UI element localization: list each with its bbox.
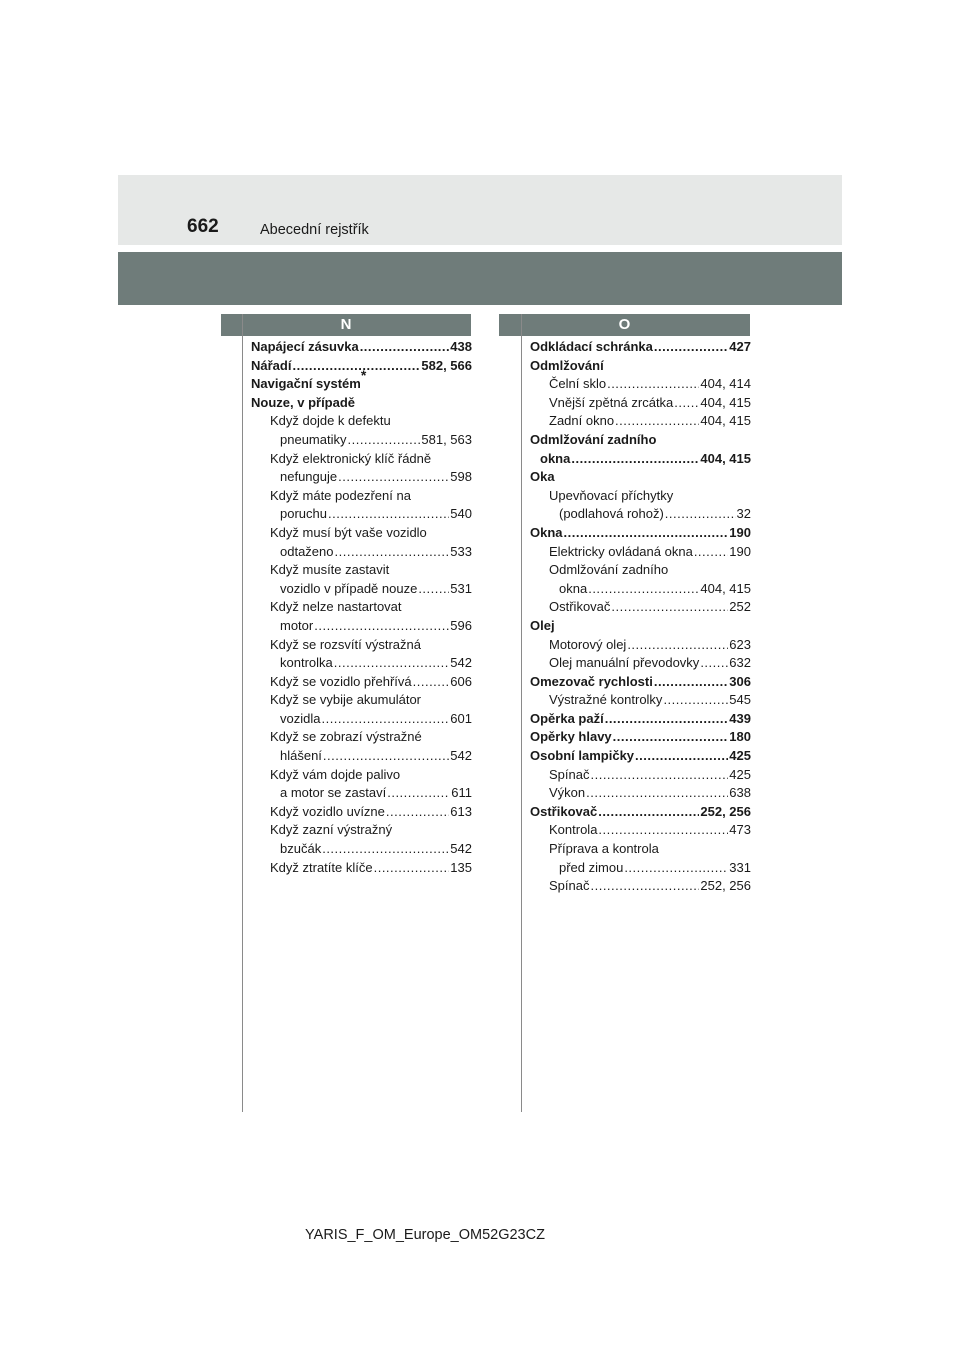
entry-term: Spínač [549,878,590,894]
entry-term: Když máte podezření na [270,487,411,503]
entry-term: Když ztratíte klíče [270,859,373,875]
index-column-o [530,338,751,896]
entry-term: Ostřikovač [530,803,598,819]
index-entry [251,766,472,785]
entry-term: Zadní okno [549,413,615,429]
entry-pages: 425 [729,748,751,764]
index-entry [530,412,751,431]
dot-leader [624,859,728,878]
entry-term: Když musíte zastavit [270,562,390,578]
index-entry [530,338,751,357]
dot-leader [418,580,449,599]
index-entry [530,505,751,524]
entry-term: Čelní sklo [549,376,607,392]
entry-pages: 540 [450,506,472,522]
entry-term: Okna [530,524,563,540]
entry-term: Příprava a kontrola [549,841,659,857]
dot-leader [590,766,728,785]
entry-term: Když se zobrazí výstražné [270,729,422,745]
index-entry [251,636,472,655]
index-entry [251,617,472,636]
entry-pages: 542 [450,748,472,764]
index-entry [530,543,751,562]
entry-term: před zimou [559,859,624,875]
index-entry [251,524,472,543]
index-entry [530,357,751,376]
index-entry [251,366,472,394]
index-entry [251,598,472,617]
entry-term: Ostřikovač [549,599,611,615]
entry-pages: 404, 415 [700,450,751,466]
entry-term: Omezovač rychlosti [530,673,653,689]
index-entry [251,561,472,580]
index-entry [530,691,751,710]
entry-term: Když se vozidlo přehřívá [270,673,412,689]
index-entry [530,803,751,822]
dot-leader [413,673,450,692]
index-entry [251,784,472,803]
index-entry [251,468,472,487]
dot-leader [663,691,728,710]
entry-term: Když musí být vaše vozidlo [270,524,427,540]
index-entry [530,487,751,506]
dot-leader [627,636,728,655]
entry-pages: 306 [729,673,751,689]
entry-pages: 542 [450,841,472,857]
dot-leader [590,877,699,896]
dot-leader [386,803,449,822]
entry-pages: 473 [729,822,751,838]
letter-tab-n: N [221,314,471,336]
entry-pages: 632 [729,655,751,671]
index-entry [530,580,751,599]
entry-pages: 180 [729,729,751,745]
entry-term: Odmlžování [530,357,604,373]
entry-term: vozidlo v případě nouze [280,580,418,596]
index-entry [530,431,751,450]
entry-term: Olej [530,617,555,633]
entry-term: Opěrka paží [530,710,604,726]
dot-leader [322,840,449,859]
entry-term: motor [280,617,314,633]
entry-pages: 545 [729,692,751,708]
index-entry [530,821,751,840]
index-entry [251,710,472,729]
dot-leader [665,505,736,524]
index-entry [530,394,751,413]
dot-leader [694,543,728,562]
entry-pages: 601 [450,710,472,726]
page-title: Abecední rejstřík [260,222,369,238]
index-entry [251,859,472,878]
entry-pages: 438 [450,339,472,354]
entry-term: a motor se zastaví [280,785,387,801]
dot-leader [292,357,420,376]
entry-term: Když elektronický klíč řádně [270,450,432,466]
entry-term: Vnější zpětná zrcátka [549,394,674,410]
entry-term: Napájecí zásuvka [251,339,359,354]
entry-term: Když zazní výstražný [270,822,393,838]
index-entry [251,747,472,766]
entry-pages: 404, 415 [700,413,751,429]
index-entry [251,728,472,747]
dot-leader [360,338,450,357]
entry-term: Když vozidlo uvízne [270,803,385,819]
entry-term: Olej manuální převodovky [549,655,700,671]
dot-leader [588,580,699,599]
dot-leader [607,375,699,394]
entry-term: Když nelze nastartovat [270,599,402,615]
section-band [118,252,842,305]
entry-term: Osobní lampičky [530,748,635,764]
entry-term: Nouze, v případě [251,394,356,410]
index-entry [530,877,751,896]
index-entry [530,673,751,692]
index-entry [530,859,751,878]
entry-term: odtaženo [280,543,334,559]
entry-term: Výkon [549,785,586,801]
entry-pages: 252, 256 [700,803,751,819]
entry-term: kontrolka [280,655,333,671]
dot-leader [700,654,728,673]
dot-leader [387,784,450,803]
entry-term: Motorový olej [549,636,627,652]
entry-term: Oka [530,469,555,485]
index-entry [530,728,751,747]
entry-term: Upevňovací příchytky [549,487,674,503]
dot-leader [613,728,729,747]
entry-pages: 638 [729,785,751,801]
dot-leader [328,505,449,524]
dot-leader [605,710,729,729]
column-divider-left [242,314,243,1112]
dot-leader [571,450,699,469]
entry-pages: 531 [450,580,472,596]
dot-leader [314,617,449,636]
dot-leader [615,412,699,431]
index-entry [251,580,472,599]
dot-leader [321,710,449,729]
entry-pages: 252, 256 [700,878,751,894]
index-entry [530,710,751,729]
entry-pages: 596 [450,617,472,633]
entry-term: Nářadí [251,357,292,373]
index-entry [251,543,472,562]
entry-term: Elektricky ovládaná okna [549,543,693,559]
entry-term: Odkládací schránka [530,339,653,354]
entry-pages: 252 [729,599,751,615]
index-entry [530,561,751,580]
entry-term: Odmlžování zadního [530,431,657,447]
index-entry [251,673,472,692]
index-entry [251,803,472,822]
entry-pages: 427 [729,339,751,354]
index-entry [251,654,472,673]
dot-leader [335,543,450,562]
index-entry [251,821,472,840]
dot-leader [347,431,420,450]
entry-pages: 613 [450,803,472,819]
footnote-star: * [360,366,367,383]
index-entry [251,412,472,431]
index-entry [251,450,472,469]
entry-pages: 439 [729,710,751,726]
entry-term: vozidla [280,710,321,726]
entry-term: nefunguje [280,469,338,485]
entry-term: pneumatiky [280,431,347,447]
entry-pages: 190 [729,543,751,559]
index-entry [251,840,472,859]
index-entry [251,691,472,710]
dot-leader [338,468,449,487]
index-entry [530,784,751,803]
header-bar [118,175,842,245]
entry-pages: 404, 414 [700,376,751,392]
index-entry [530,524,751,543]
dot-leader [674,394,699,413]
index-entry [530,654,751,673]
entry-term: Když se rozsvítí výstražná [270,636,421,652]
document-id: YARIS_F_OM_Europe_OM52G23CZ [305,1227,545,1243]
index-entry [530,636,751,655]
dot-leader [654,673,728,692]
entry-pages: 425 [729,766,751,782]
entry-term: Odmlžování zadního [549,562,669,578]
index-entry [530,766,751,785]
index-entry [251,394,472,413]
index-entry [530,468,751,487]
index-entry [530,747,751,766]
page-number: 662 [187,216,219,237]
dot-leader [598,803,699,822]
index-entry [530,840,751,859]
entry-pages: 135 [450,859,472,875]
index-entry [251,487,472,506]
dot-leader [611,598,728,617]
index-entry [530,598,751,617]
entry-pages: 606 [450,673,472,689]
index-entry [530,375,751,394]
letter-tab-o: O [499,314,750,336]
index-entry [530,617,751,636]
entry-term: Navigační systém [251,376,361,392]
dot-leader [586,784,728,803]
dot-leader [374,859,450,878]
entry-pages: 404, 415 [700,394,751,410]
entry-term: hlášení [280,748,322,764]
entry-term: Spínač [549,766,590,782]
dot-leader [635,747,728,766]
entry-pages: 331 [729,859,751,875]
dot-leader [654,338,728,357]
column-divider-right [521,314,522,1112]
entry-pages: 581, 563 [421,431,472,447]
entry-term: (podlahová rohož) [559,506,664,522]
entry-term: Výstražné kontrolky [549,692,663,708]
entry-term: bzučák [280,841,322,857]
entry-pages: 404, 415 [700,580,751,596]
entry-term: Opěrky hlavy [530,729,612,745]
dot-leader [323,747,449,766]
entry-pages: 582, 566 [421,357,472,373]
entry-term: Když vám dojde palivo [270,766,401,782]
entry-pages: 542 [450,655,472,671]
entry-pages: 611 [451,785,472,801]
entry-pages: 598 [450,469,472,485]
entry-term: Když se vybije akumulátor [270,692,422,708]
entry-term: okna [559,580,588,596]
entry-pages: 32 [736,506,751,522]
dot-leader [598,821,728,840]
entry-term: Když dojde k defektu [270,413,391,429]
index-entry [530,450,751,469]
entry-pages: 533 [450,543,472,559]
index-column-n [251,338,472,877]
entry-term: Kontrola [549,822,598,838]
entry-pages: 623 [729,636,751,652]
index-entry [251,338,472,357]
dot-leader [564,524,729,543]
dot-leader [334,654,450,673]
entry-term: poruchu [280,506,327,522]
index-entry [251,431,472,450]
entry-pages: 190 [729,524,751,540]
entry-term: okna [540,450,571,466]
index-entry [251,505,472,524]
